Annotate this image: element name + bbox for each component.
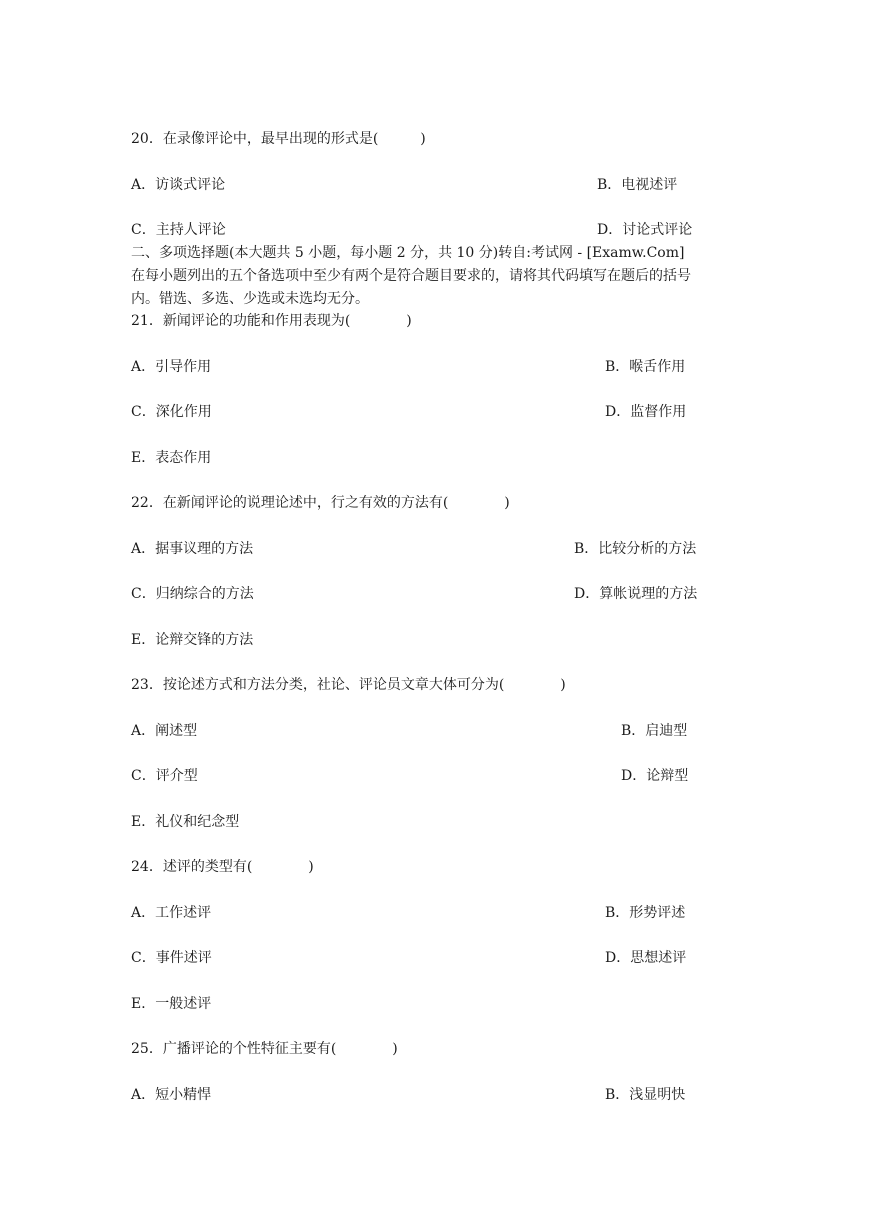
question-23-stem: 23．按论述方式和方法分类，社论、评论员文章大体可分为( ) (131, 677, 566, 693)
q24-option-a: A．工作述评 (131, 905, 212, 921)
question-22-stem: 22．在新闻评论的说理论述中，行之有效的方法有( ) (131, 495, 510, 511)
q24-option-d: D．思想述评 (605, 950, 687, 966)
q21-option-c: C．深化作用 (131, 404, 212, 420)
q21-option-d: D．监督作用 (605, 404, 687, 420)
q20-option-b: B．电视述评 (597, 177, 678, 193)
q24-option-c: C．事件述评 (131, 950, 212, 966)
question-24-stem: 24．述评的类型有( ) (131, 859, 314, 875)
q21-option-e: E．表态作用 (131, 450, 212, 466)
q22-option-d: D．算帐说理的方法 (574, 586, 698, 602)
q21-option-b: B．喉舌作用 (605, 359, 686, 375)
q21-option-a: A．引导作用 (131, 359, 212, 375)
question-25-stem: 25．广播评论的个性特征主要有( ) (131, 1041, 398, 1057)
q22-option-b: B．比较分析的方法 (574, 541, 697, 557)
question-20-stem: 20．在录像评论中，最早出现的形式是( ) (131, 131, 426, 147)
section-2-instruction-line-1: 在每小题列出的五个备选项中至少有两个是符合题目要求的，请将其代码填写在题后的括号 (131, 268, 691, 284)
q20-option-c: C．主持人评论 (131, 222, 226, 238)
section-2-instruction-line-2: 内。错选、多选、少选或未选均无分。 (131, 291, 369, 307)
q25-option-b: B．浅显明快 (605, 1087, 686, 1103)
q23-option-e: E．礼仪和纪念型 (131, 814, 240, 830)
q22-option-a: A．据事议理的方法 (131, 541, 254, 557)
question-21-stem: 21．新闻评论的功能和作用表现为( ) (131, 313, 412, 329)
q20-option-a: A．访谈式评论 (131, 177, 226, 193)
q24-option-b: B．形势评述 (605, 905, 686, 921)
q24-option-e: E．一般述评 (131, 996, 212, 1012)
q22-option-c: C．归纳综合的方法 (131, 586, 254, 602)
q23-option-d: D．论辩型 (621, 768, 689, 784)
section-2-heading: 二、多项选择题(本大题共 5 小题，每小题 2 分，共 10 分)转自:考试网 - [Examw.Com] (131, 245, 685, 261)
q25-option-a: A．短小精悍 (131, 1087, 212, 1103)
q20-option-d: D．讨论式评论 (597, 222, 693, 238)
q23-option-b: B．启迪型 (621, 723, 688, 739)
q22-option-e: E．论辩交锋的方法 (131, 632, 254, 648)
q23-option-c: C．评介型 (131, 768, 198, 784)
q23-option-a: A．阐述型 (131, 723, 198, 739)
